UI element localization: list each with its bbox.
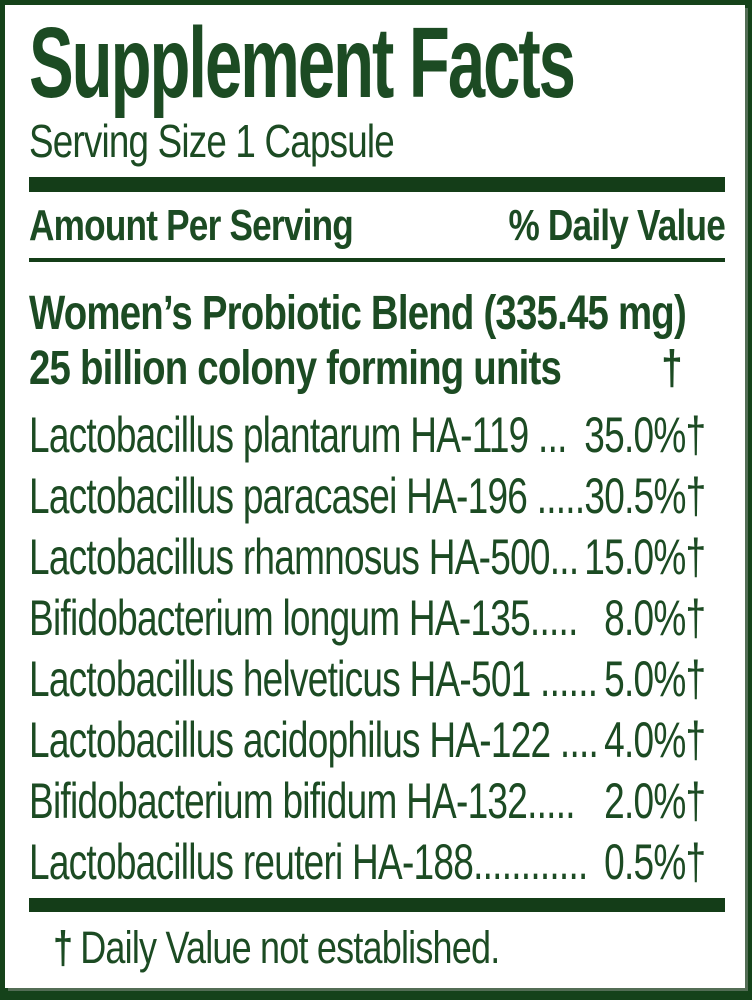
ingredient-name: Lactobacillus acidophilus HA-122 .... [29, 712, 599, 768]
table-header [29, 202, 725, 250]
ingredient-name: Lactobacillus plantarum HA-119 ... [29, 407, 567, 463]
blend-daily-value-symbol: † [661, 342, 682, 395]
ingredient-row [29, 407, 725, 463]
dagger-symbol: † [53, 922, 73, 973]
ingredient-name: Lactobacillus reuteri HA-188............ [29, 834, 588, 890]
amount-per-serving-label: Amount Per Serving [29, 201, 353, 250]
ingredient-row [29, 529, 725, 585]
divider-thick-bottom [29, 898, 725, 912]
footnote [29, 924, 725, 972]
divider-thick-top [29, 177, 725, 192]
ingredient-row [29, 834, 725, 890]
ingredient-row [29, 590, 725, 646]
ingredients-list [29, 407, 725, 890]
ingredient-daily-value: 0.5%† [604, 834, 706, 890]
divider-thin [29, 258, 725, 262]
ingredient-daily-value: 35.0%† [584, 407, 706, 463]
supplement-facts-panel [5, 5, 745, 988]
ingredient-daily-value: 8.0%† [604, 590, 706, 646]
ingredient-name: Lactobacillus paracasei HA-196 ..... [29, 468, 585, 524]
ingredient-name: Lactobacillus helveticus HA-501 ...... [29, 651, 598, 707]
panel-title: Supplement Facts [29, 7, 574, 119]
daily-value-label: % Daily Value [508, 201, 725, 250]
ingredient-row [29, 773, 725, 829]
ingredient-daily-value: 2.0%† [604, 773, 706, 829]
ingredient-name: Bifidobacterium bifidum HA-132..... [29, 773, 575, 829]
blend-subtitle-row [29, 341, 725, 396]
ingredient-row [29, 468, 725, 524]
ingredient-row [29, 651, 725, 707]
ingredient-daily-value: 5.0%† [604, 651, 706, 707]
ingredient-row [29, 712, 725, 768]
footnote-text: Daily Value not established. [80, 922, 500, 973]
blend-title: Women’s Probiotic Blend (335.45 mg) [29, 287, 686, 340]
ingredient-name: Lactobacillus rhamnosus HA-500... [29, 529, 579, 585]
blend-subtitle: 25 billion colony forming units [29, 342, 562, 395]
serving-size: Serving Size 1 Capsule [29, 115, 394, 167]
ingredient-daily-value: 4.0%† [604, 712, 706, 768]
ingredient-name: Bifidobacterium longum HA-135..... [29, 590, 578, 646]
ingredient-daily-value: 30.5%† [584, 468, 706, 524]
ingredient-daily-value: 15.0%† [584, 529, 706, 585]
